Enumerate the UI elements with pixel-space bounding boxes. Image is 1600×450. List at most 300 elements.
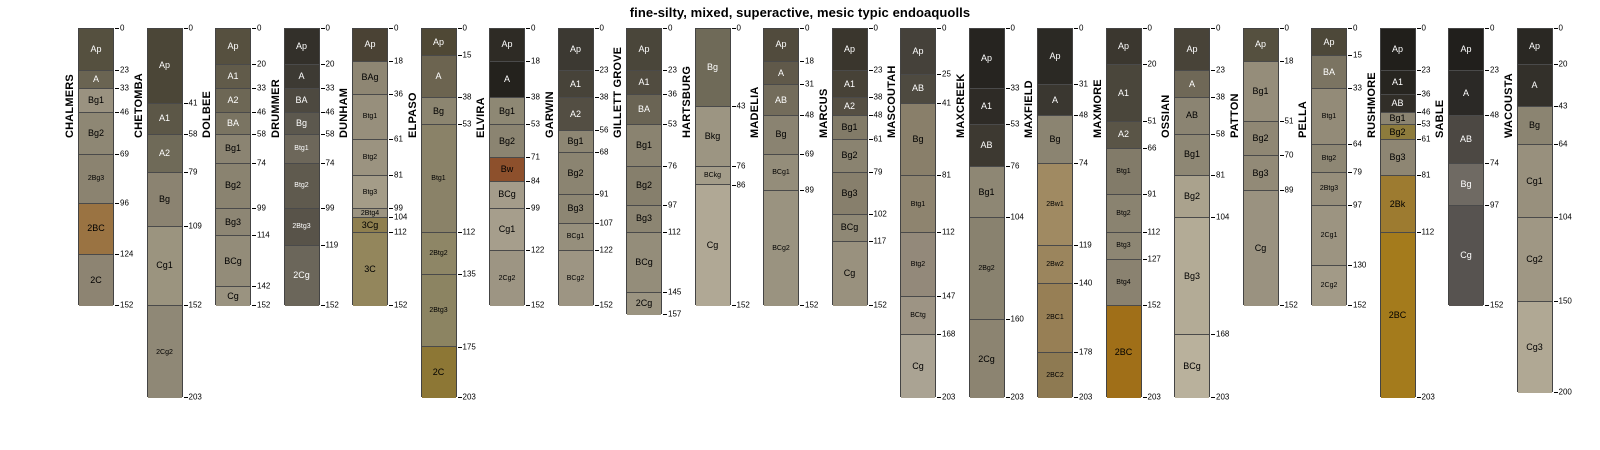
horizon-label: A1 xyxy=(1391,76,1403,87)
horizon-label: A1 xyxy=(1117,87,1129,98)
profile-name: MASCOUTAH xyxy=(886,65,898,138)
profile-name: MAXMORE xyxy=(1091,79,1104,138)
axis-tick xyxy=(937,296,941,297)
horizon-band xyxy=(79,113,113,155)
axis-tick-label: 89 xyxy=(805,185,814,195)
horizon-label: BCg2 xyxy=(566,274,585,282)
axis-tick xyxy=(458,347,462,348)
axis-tick xyxy=(595,223,599,224)
axis-tick-label: 142 xyxy=(257,281,271,291)
axis-tick-label: 23 xyxy=(599,65,609,75)
axis-tick xyxy=(184,28,188,29)
horizon-band xyxy=(1244,191,1278,306)
horizon-label: 2Btg3 xyxy=(429,307,448,315)
horizon-label: 2Cg1 xyxy=(1320,231,1338,239)
axis-tick-label: 119 xyxy=(325,240,339,250)
horizon-band xyxy=(970,167,1004,218)
axis-tick-label: 160 xyxy=(1010,314,1024,324)
horizon-label: A2 xyxy=(569,108,581,119)
horizon-band xyxy=(1381,125,1415,140)
axis-tick xyxy=(663,28,667,29)
horizon-band xyxy=(148,227,182,305)
profile-name: RUSHMORE xyxy=(1365,72,1378,138)
horizon-band xyxy=(1244,62,1278,122)
axis-tick xyxy=(1074,115,1078,116)
axis-tick xyxy=(321,28,325,29)
horizon-label: Bg3 xyxy=(1252,167,1269,178)
horizon-label: Bg1 xyxy=(567,135,584,146)
axis-tick xyxy=(321,208,325,209)
axis-tick-label: 0 xyxy=(599,23,604,33)
axis-tick xyxy=(252,28,256,29)
horizon-band xyxy=(970,218,1004,320)
axis-tick-label: 147 xyxy=(942,291,956,301)
axis-tick-label: 46 xyxy=(120,107,129,117)
horizon-band xyxy=(1175,71,1209,98)
axis-tick-label: 46 xyxy=(1421,107,1431,117)
axis-tick-label: 38 xyxy=(1216,92,1225,102)
horizon-label: 2BC xyxy=(1388,310,1407,321)
axis-tick-label: 76 xyxy=(736,161,746,171)
horizon-band xyxy=(1518,29,1552,65)
axis-tick-label: 25 xyxy=(942,69,951,78)
horizon-band xyxy=(1449,71,1483,117)
axis-tick xyxy=(321,163,325,164)
axis-tick xyxy=(1280,121,1284,122)
horizon-label: Ap xyxy=(501,39,513,50)
horizon-band xyxy=(1038,85,1072,116)
axis-tick xyxy=(1211,334,1215,335)
horizon-band xyxy=(627,233,661,293)
profile-name: CHALMERS xyxy=(64,74,76,138)
horizon-band xyxy=(216,209,250,236)
axis-tick xyxy=(1485,28,1489,29)
axis-tick-label: 0 xyxy=(1421,23,1426,33)
profile-column xyxy=(352,28,388,305)
horizon-label: 2Btg4 xyxy=(360,209,380,217)
profile-column xyxy=(1174,28,1210,397)
axis-tick-label: 107 xyxy=(599,218,613,228)
axis-tick-label: 140 xyxy=(1079,278,1093,288)
axis-tick xyxy=(252,112,256,113)
horizon-label: 2C xyxy=(90,274,102,285)
horizon-label: Bg1 xyxy=(224,143,241,154)
axis-tick-label: 178 xyxy=(1079,347,1093,357)
horizon-label: BCkg xyxy=(703,172,722,180)
horizon-band xyxy=(79,29,113,71)
horizon-label: Bg3 xyxy=(635,213,652,224)
axis-tick-label: 84 xyxy=(531,176,540,186)
horizon-band xyxy=(1038,164,1072,246)
profile-name: DOLBEE xyxy=(201,90,213,138)
horizon-label: 2Btg3 xyxy=(1319,185,1339,193)
horizon-label: Cg xyxy=(1460,250,1472,261)
axis-tick xyxy=(937,334,941,335)
axis-tick xyxy=(389,305,393,306)
horizon-label: 2Bw2 xyxy=(1046,260,1064,268)
horizon-label: A xyxy=(298,71,305,82)
horizon-band xyxy=(1518,145,1552,218)
horizon-band xyxy=(901,176,935,232)
profile-column xyxy=(147,28,183,397)
horizon-label: Bg1 xyxy=(841,122,858,133)
horizon-band xyxy=(1107,260,1141,306)
axis-tick-label: 0 xyxy=(1284,23,1289,33)
horizon-label: AB xyxy=(1185,110,1198,121)
horizon-band xyxy=(1312,266,1346,306)
horizon-band xyxy=(422,29,456,56)
horizon-label: Btg2 xyxy=(294,182,309,190)
horizon-band xyxy=(696,107,730,167)
axis-tick-label: 0 xyxy=(1353,23,1358,33)
horizon-band xyxy=(559,29,593,71)
profile-column xyxy=(1243,28,1279,305)
axis-tick xyxy=(1143,121,1147,122)
horizon-label: AB xyxy=(1391,97,1404,108)
axis-tick-label: 203 xyxy=(462,392,476,402)
profile-column xyxy=(489,28,525,305)
axis-tick xyxy=(321,64,325,65)
horizon-band xyxy=(627,95,661,126)
horizon-label: Cg1 xyxy=(498,224,516,235)
axis-tick-label: 152 xyxy=(599,300,613,310)
horizon-band xyxy=(490,29,524,62)
axis-tick xyxy=(937,175,941,176)
axis-tick xyxy=(1554,301,1558,302)
axis-tick xyxy=(1417,28,1421,29)
axis-tick xyxy=(937,397,941,398)
horizon-label: Ap xyxy=(638,43,650,54)
horizon-band xyxy=(559,224,593,251)
axis-tick xyxy=(937,232,941,233)
horizon-label: Btg2 xyxy=(1116,209,1131,217)
axis-tick xyxy=(869,241,873,242)
horizon-band xyxy=(1175,335,1209,399)
axis-tick xyxy=(869,139,873,140)
axis-tick-label: 23 xyxy=(873,65,883,75)
horizon-band xyxy=(216,287,250,305)
axis-tick xyxy=(526,61,530,62)
axis-tick-label: 18 xyxy=(531,56,540,66)
axis-tick xyxy=(1143,28,1147,29)
horizon-band xyxy=(1449,29,1483,71)
axis-tick-label: 152 xyxy=(257,300,271,310)
profile-name: HARTSBURG xyxy=(680,65,693,138)
axis-tick xyxy=(663,314,667,315)
profile-column xyxy=(1106,28,1142,397)
axis-tick xyxy=(800,115,804,116)
axis-tick-label: 109 xyxy=(188,221,202,231)
horizon-label: 2Cg xyxy=(293,270,310,281)
axis-tick-label: 97 xyxy=(668,200,677,210)
horizon-label: 2Bg3 xyxy=(87,175,105,183)
horizon-label: 3C xyxy=(364,263,376,274)
axis-tick xyxy=(1485,115,1489,116)
horizon-label: A1 xyxy=(227,71,239,82)
horizon-label: AB xyxy=(980,140,993,151)
profile-column xyxy=(421,28,457,397)
horizon-band xyxy=(901,29,935,75)
axis-tick xyxy=(663,232,667,233)
axis-tick xyxy=(1485,70,1489,71)
axis-tick-label: 38 xyxy=(599,92,609,102)
axis-tick-label: 58 xyxy=(257,129,266,139)
horizon-band xyxy=(148,29,182,104)
profile-column xyxy=(626,28,662,314)
axis-tick-label: 23 xyxy=(1421,65,1431,75)
axis-tick-label: 0 xyxy=(462,23,467,33)
axis-tick-label: 74 xyxy=(325,158,335,168)
axis-tick-label: 112 xyxy=(1421,227,1435,237)
horizon-label: BA xyxy=(295,94,308,105)
horizon-label: BCg xyxy=(498,189,516,200)
profile-column xyxy=(1517,28,1553,392)
axis-tick xyxy=(1074,245,1078,246)
axis-tick-label: 68 xyxy=(599,147,609,157)
profile-column xyxy=(763,28,799,305)
horizon-band xyxy=(422,347,456,398)
horizon-label: Bg1 xyxy=(978,186,995,197)
profile-name: GILLETT GROVE xyxy=(612,46,624,138)
axis-tick xyxy=(1417,139,1421,140)
horizon-label: Cg xyxy=(706,240,719,251)
horizon-band xyxy=(1107,195,1141,233)
axis-tick xyxy=(800,305,804,306)
horizon-band xyxy=(422,125,456,232)
horizon-band xyxy=(1175,29,1209,71)
axis-tick-label: 20 xyxy=(257,59,266,69)
axis-tick-label: 0 xyxy=(1558,23,1563,33)
axis-tick xyxy=(1348,144,1352,145)
axis-tick-label: 0 xyxy=(394,23,399,33)
axis-tick xyxy=(1211,217,1215,218)
axis-tick-label: 81 xyxy=(942,170,951,180)
horizon-band xyxy=(764,85,798,116)
axis-tick-label: 15 xyxy=(462,50,472,60)
horizon-label: 2Btg3 xyxy=(292,223,311,231)
horizon-band xyxy=(285,29,319,65)
profile-column xyxy=(1380,28,1416,397)
axis-tick-label: 152 xyxy=(1147,300,1161,310)
axis-tick xyxy=(663,94,667,95)
axis-tick-label: 86 xyxy=(736,180,746,190)
axis-tick xyxy=(184,226,188,227)
horizon-label: Bg3 xyxy=(567,203,584,214)
axis-tick xyxy=(1280,61,1284,62)
horizon-band xyxy=(901,104,935,177)
horizon-band xyxy=(833,116,867,140)
axis-tick-label: 114 xyxy=(257,230,270,240)
axis-tick xyxy=(869,97,873,98)
axis-tick-label: 81 xyxy=(394,170,403,180)
horizon-band xyxy=(833,242,867,306)
profile-column xyxy=(695,28,731,305)
axis-tick-label: 71 xyxy=(531,152,540,162)
axis-tick xyxy=(1417,94,1421,95)
horizon-label: Bg xyxy=(158,194,170,205)
axis-tick-label: 112 xyxy=(942,227,955,237)
horizon-band xyxy=(1518,302,1552,393)
axis-tick xyxy=(184,172,188,173)
horizon-band xyxy=(559,195,593,224)
axis-tick xyxy=(1348,265,1352,266)
horizon-label: BCg xyxy=(635,256,653,267)
axis-tick-label: 18 xyxy=(805,56,814,66)
horizon-label: A1 xyxy=(843,78,855,89)
axis-tick xyxy=(1280,155,1284,156)
horizon-label: 2Btg2 xyxy=(429,249,448,257)
axis-tick xyxy=(321,305,325,306)
axis-tick xyxy=(526,250,530,251)
profile-column xyxy=(558,28,594,305)
axis-tick xyxy=(389,208,393,209)
horizon-label: Btg1 xyxy=(294,145,309,153)
axis-tick-label: 152 xyxy=(394,300,408,310)
axis-tick-label: 203 xyxy=(1079,392,1093,402)
axis-tick xyxy=(1554,106,1558,107)
horizon-band xyxy=(627,71,661,95)
axis-tick-label: 203 xyxy=(1147,392,1161,402)
axis-tick-label: 99 xyxy=(257,203,266,213)
axis-tick-label: 61 xyxy=(1421,134,1431,144)
axis-tick xyxy=(1143,194,1147,195)
axis-tick-label: 33 xyxy=(1353,83,1362,93)
axis-tick xyxy=(321,134,325,135)
horizon-band xyxy=(833,98,867,116)
axis-tick xyxy=(1074,352,1078,353)
axis-tick-label: 74 xyxy=(1079,158,1088,168)
axis-tick-label: 53 xyxy=(462,119,472,129)
horizon-label: 2Cg2 xyxy=(498,274,516,282)
horizon-band xyxy=(901,297,935,335)
horizon-band xyxy=(422,56,456,98)
horizon-label: BA xyxy=(226,117,239,128)
horizon-band xyxy=(216,135,250,164)
horizon-label: A xyxy=(1531,80,1538,91)
horizon-label: BCg1 xyxy=(566,233,585,241)
horizon-label: BCg1 xyxy=(772,168,790,176)
axis-tick-label: 117 xyxy=(873,236,887,246)
horizon-label: Bg xyxy=(775,129,787,140)
axis-tick-label: 61 xyxy=(394,134,403,144)
axis-tick-label: 152 xyxy=(805,300,819,310)
axis-tick xyxy=(1348,172,1352,173)
horizon-label: Ap xyxy=(1117,41,1129,52)
axis-tick xyxy=(1074,163,1078,164)
axis-tick-label: 104 xyxy=(1010,212,1024,222)
horizon-band xyxy=(764,29,798,62)
axis-tick-label: 152 xyxy=(873,300,887,310)
axis-tick-label: 99 xyxy=(394,203,403,213)
depth-axis xyxy=(1554,23,1580,397)
horizon-label: Ap xyxy=(295,41,307,52)
horizon-band xyxy=(1038,246,1072,284)
horizon-band xyxy=(764,116,798,154)
axis-tick xyxy=(389,217,393,218)
horizon-label: A1 xyxy=(638,76,650,87)
axis-tick xyxy=(1348,88,1352,89)
axis-tick-label: 91 xyxy=(1147,189,1157,199)
axis-tick-label: 0 xyxy=(1216,23,1221,33)
axis-tick-label: 23 xyxy=(120,65,129,75)
axis-tick xyxy=(1348,55,1352,56)
axis-tick xyxy=(1143,397,1147,398)
horizon-band xyxy=(148,306,182,399)
axis-tick xyxy=(115,112,119,113)
axis-tick-label: 0 xyxy=(120,23,125,33)
horizon-band xyxy=(833,215,867,242)
horizon-label: Bg2 xyxy=(1389,126,1406,137)
axis-tick xyxy=(800,190,804,191)
axis-tick-label: 51 xyxy=(1147,116,1157,126)
axis-tick xyxy=(869,70,873,71)
axis-tick-label: 53 xyxy=(531,119,540,129)
axis-tick-label: 0 xyxy=(1079,23,1084,33)
horizon-label: Ap xyxy=(432,36,444,47)
horizon-band xyxy=(696,185,730,305)
horizon-band xyxy=(1449,164,1483,206)
axis-tick-label: 81 xyxy=(1421,170,1431,180)
profile-name: MADELIA xyxy=(749,86,761,138)
axis-tick xyxy=(1074,283,1078,284)
horizon-label: Bw xyxy=(500,164,514,175)
axis-tick-label: 69 xyxy=(120,149,129,159)
axis-tick-label: 58 xyxy=(325,129,335,139)
horizon-band xyxy=(79,155,113,204)
horizon-band xyxy=(1381,233,1415,399)
axis-tick-label: 36 xyxy=(668,89,677,99)
axis-tick-label: 152 xyxy=(736,300,750,310)
axis-tick-label: 112 xyxy=(394,227,407,237)
axis-tick xyxy=(732,166,736,167)
axis-tick xyxy=(800,154,804,155)
axis-tick xyxy=(869,28,873,29)
horizon-band xyxy=(1449,116,1483,163)
profile-column xyxy=(1448,28,1484,305)
horizon-label: Btg1 xyxy=(431,175,446,183)
horizon-label: A xyxy=(503,73,510,84)
horizon-label: Cg xyxy=(912,361,924,372)
horizon-label: A1 xyxy=(569,78,581,89)
horizon-band xyxy=(764,191,798,306)
axis-tick xyxy=(1417,175,1421,176)
horizon-label: Ap xyxy=(1460,43,1472,54)
axis-tick-label: 203 xyxy=(1010,392,1024,402)
horizon-label: Btg2 xyxy=(362,154,378,162)
axis-tick xyxy=(869,115,873,116)
horizon-label: Btg1 xyxy=(362,113,378,121)
axis-tick xyxy=(1211,70,1215,71)
axis-tick xyxy=(184,305,188,306)
axis-tick-label: 76 xyxy=(668,161,677,171)
horizon-label: 2BC xyxy=(87,223,105,234)
horizon-label: Btg1 xyxy=(910,200,926,208)
axis-tick xyxy=(321,112,325,113)
axis-tick xyxy=(252,163,256,164)
horizon-band xyxy=(1107,233,1141,260)
horizon-label: Bg1 xyxy=(1252,85,1269,96)
axis-tick-label: 0 xyxy=(325,23,330,33)
horizon-label: 2Bk xyxy=(1389,198,1406,209)
horizon-band xyxy=(559,153,593,195)
horizon-label: A1 xyxy=(158,113,170,124)
axis-tick-label: 102 xyxy=(873,209,887,219)
axis-tick xyxy=(732,28,736,29)
axis-tick xyxy=(869,214,873,215)
axis-tick xyxy=(663,292,667,293)
horizon-band xyxy=(627,29,661,71)
horizon-label: BCg xyxy=(1183,361,1201,372)
